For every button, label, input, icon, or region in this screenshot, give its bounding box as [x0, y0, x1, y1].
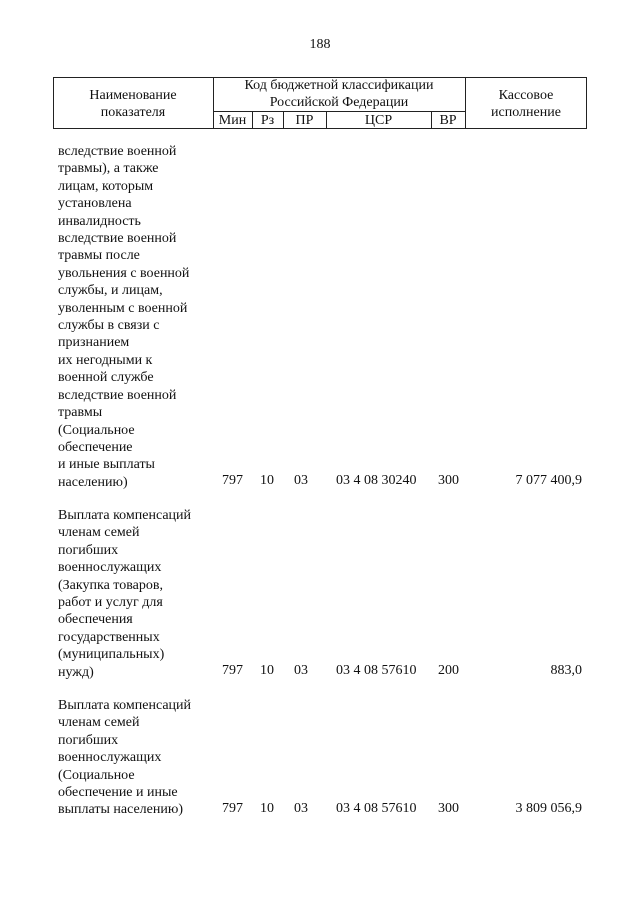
cell-pr: 03	[294, 473, 308, 488]
header-rz: Рз	[260, 113, 275, 128]
cell-rz: 10	[260, 473, 274, 488]
cell-min: 797	[222, 663, 243, 678]
header-amount-col: Кассовое исполнение	[491, 88, 561, 120]
header-code-group: Код бюджетной классификации Российской Федерации	[244, 78, 434, 110]
header-pr: ПР	[295, 113, 314, 128]
cell-vr: 200	[438, 663, 459, 678]
header-name-col: Наименование показателя	[89, 88, 177, 120]
cell-csr: 03 4 08 57610	[336, 663, 417, 678]
cell-pr: 03	[294, 801, 308, 816]
cell-rz: 10	[260, 663, 274, 678]
page-number: 188	[309, 37, 331, 52]
cell-vr: 300	[438, 801, 459, 816]
table-header	[53, 77, 587, 129]
header-vr: ВР	[439, 113, 457, 128]
cell-amount: 3 809 056,9	[515, 801, 582, 816]
header-min: Мин	[218, 113, 247, 128]
row-description: Выплата компенсаций членам семей погибших военнослужащих (Закупка товаров, работ и услуг для обеспечения государственных (муниципальных) нужд)	[58, 508, 192, 680]
cell-pr: 03	[294, 663, 308, 678]
cell-min: 797	[222, 473, 243, 488]
row-description: вследствие военной травмы), а также лицам, которым установлена инвалидность вследствие военной травмы после увольнения с военной службы, и лицам, уволенным с военной службы в связи с признанием их негодными к военной службе вследствие военной травмы (Социальное обеспечение и иные выплаты населению)	[58, 144, 190, 490]
row-description: Выплата компенсаций членам семей погибших военнослужащих (Социальное обеспечение и иные выплаты населению)	[58, 698, 192, 818]
cell-amount: 883,0	[550, 663, 582, 678]
cell-min: 797	[222, 801, 243, 816]
cell-vr: 300	[438, 473, 459, 488]
cell-csr: 03 4 08 57610	[336, 801, 417, 816]
cell-csr: 03 4 08 30240	[336, 473, 417, 488]
cell-rz: 10	[260, 801, 274, 816]
header-csr: ЦСР	[364, 113, 393, 128]
cell-amount: 7 077 400,9	[515, 473, 582, 488]
